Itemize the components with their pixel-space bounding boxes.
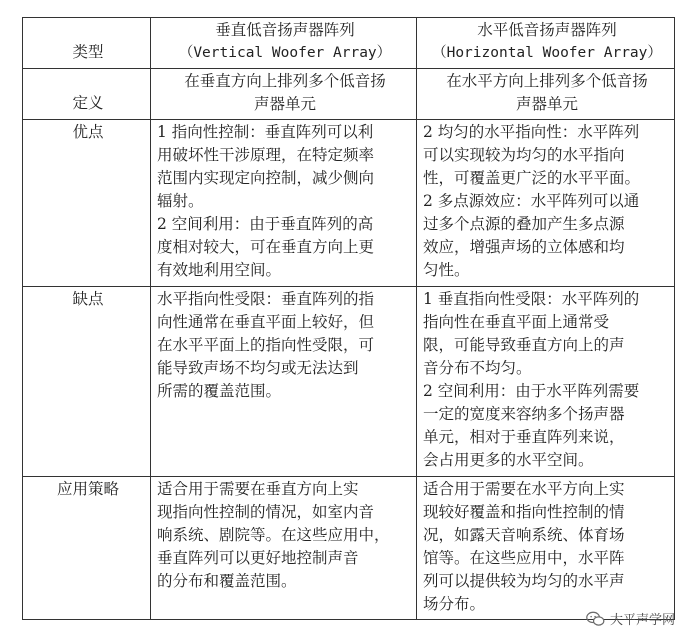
cell-line: 用破坏性干涉原理，在特定频率 [157, 146, 375, 164]
cell-line: 声器单元 [253, 95, 316, 113]
cell-line: 在垂直方向上排列多个低音扬 [184, 72, 386, 90]
cell-line: 可以实现较为均匀的水平指向 [423, 146, 625, 164]
cell-line: 指向性在垂直平面上通常受 [423, 313, 610, 331]
cell-line: 在水平方向上排列多个低音扬 [446, 72, 648, 90]
comparison-table [22, 17, 675, 620]
cell-line: 度相对较大，可在垂直方向上更 [157, 238, 375, 256]
cell-line: 1 垂直指向性受限：水平阵列的 [423, 290, 640, 308]
cell-line: 效应，增强声场的立体感和均 [423, 238, 625, 256]
cell-line: 况，如露天音响系统、体育场 [423, 526, 625, 544]
row-label-cell [23, 69, 151, 120]
cell-line: 水平指向性受限：垂直阵列的指 [157, 290, 375, 308]
cell-line: 垂直阵列可以更好地控制声音 [157, 549, 359, 567]
cell-line: 所需的覆盖范围。 [157, 382, 282, 400]
cell-line: 声器单元 [515, 95, 578, 113]
table-row [23, 477, 675, 620]
row-cell-vertical [151, 477, 417, 620]
horizontal-array-title: 水平低音扬声器阵列 [477, 21, 617, 39]
horizontal-array-subtitle: （Horizontal Woofer Array） [432, 45, 662, 61]
cell-line: 性，可覆盖更广泛的水平平面。 [423, 169, 641, 187]
row-cell-horizontal [417, 69, 675, 120]
cell-line: 在水平平面上的指向性受限，可 [157, 336, 375, 354]
row-cell-vertical [151, 287, 417, 477]
cell-line: 2 空间利用：由于水平阵列需要 [423, 382, 640, 400]
cell-line: 1 指向性控制：垂直阵列可以利 [157, 123, 374, 141]
cell-line: 适合用于需要在垂直方向上实 [157, 480, 359, 498]
cell-line: 2 空间利用：由于垂直阵列的高 [157, 215, 374, 233]
cell-line: 音分布不均匀。 [423, 359, 532, 377]
cell-line: 限，可能导致垂直方向上的声 [423, 336, 625, 354]
cell-line: 现较好覆盖和指向性控制的情 [423, 503, 625, 521]
cell-line: 匀性。 [423, 261, 470, 279]
row-label: 缺点 [72, 290, 104, 308]
cell-line: 响系统、剧院等。在这些应用中， [157, 526, 390, 544]
horizontal-array-header-cell [417, 18, 675, 69]
cell-line: 向性通常在垂直平面上较好，但 [157, 313, 375, 331]
type-header-label: 类型 [72, 43, 104, 61]
table-row [23, 120, 675, 287]
cell-line: 现指向性控制的情况，如室内音 [157, 503, 375, 521]
vertical-array-header-cell [151, 18, 417, 69]
row-cell-vertical [151, 120, 417, 287]
cell-line: 场分布。 [423, 595, 486, 613]
cell-line: 能导致声场不均匀或无法达到 [157, 359, 359, 377]
row-cell-horizontal [417, 477, 675, 620]
cell-line: 的分布和覆盖范围。 [157, 572, 297, 590]
row-label-cell [23, 477, 151, 620]
watermark-text: 大平声学网 [609, 613, 675, 628]
cell-line: 单元，相对于垂直阵列来说， [423, 428, 625, 446]
type-header-cell [23, 18, 151, 69]
vertical-array-title: 垂直低音扬声器阵列 [215, 21, 355, 39]
row-label: 优点 [72, 123, 104, 141]
cell-line: 列可以提供较为均匀的水平声 [423, 572, 625, 590]
wechat-icon [586, 611, 605, 627]
vertical-array-subtitle: （Vertical Woofer Array） [178, 45, 392, 61]
watermark [586, 609, 675, 628]
cell-line: 辐射。 [157, 192, 204, 210]
cell-line: 馆等。在这些应用中，水平阵 [423, 549, 625, 567]
row-cell-horizontal [417, 120, 675, 287]
cell-line: 2 均匀的水平指向性：水平阵列 [423, 123, 640, 141]
cell-line: 有效地利用空间。 [157, 261, 282, 279]
table-row [23, 69, 675, 120]
row-label-cell [23, 120, 151, 287]
row-label: 应用策略 [56, 480, 119, 498]
table-row [23, 287, 675, 477]
cell-line: 一定的宽度来容纳多个扬声器 [423, 405, 625, 423]
cell-line: 适合用于需要在水平方向上实 [423, 480, 625, 498]
row-cell-horizontal [417, 287, 675, 477]
cell-line: 2 多点源效应：水平阵列可以通 [423, 192, 640, 210]
cell-line: 会占用更多的水平空间。 [423, 451, 594, 469]
cell-line: 范围内实现定向控制，减少侧向 [157, 169, 375, 187]
row-cell-vertical [151, 69, 417, 120]
cell-line: 过多个点源的叠加产生多点源 [423, 215, 625, 233]
row-label: 定义 [72, 94, 104, 112]
header-row [23, 18, 675, 69]
row-label-cell [23, 287, 151, 477]
